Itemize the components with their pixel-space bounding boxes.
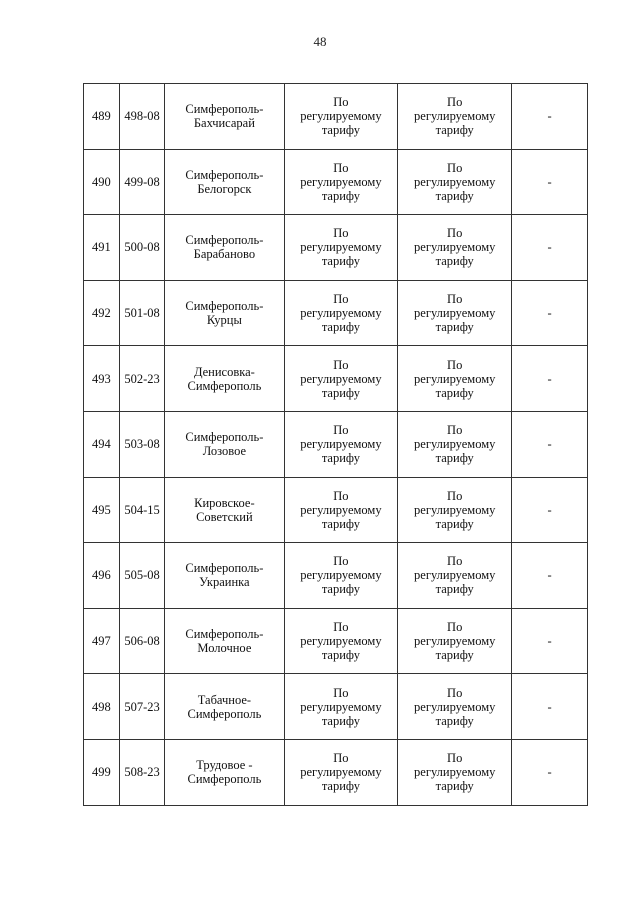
route-name-cell-text: Симферополь- [185,430,264,445]
route-registration-cell-text: 498-08 [124,109,160,124]
fare-type-cell-text: регулируемому [300,699,382,714]
fare-type-cell-text: По [333,620,349,635]
fare-type-cell-2-text: По [447,357,463,372]
fare-type-cell-text: По [333,554,349,569]
fare-type-cell-text: тарифу [321,516,360,531]
fare-type-cell-2-text: По [447,423,463,438]
route-name-cell-text: Симферополь- [185,233,264,248]
fare-type-cell-2-text: регулируемому [414,634,496,649]
fare-type-cell-text: По [333,160,349,175]
fare-type-cell [284,215,398,281]
table-row [84,543,588,609]
fare-type-cell-text: регулируемому [300,568,382,583]
row-number-cell-text: 494 [92,437,111,452]
extra-cell [512,84,588,150]
extra-cell [512,739,588,805]
fare-type-cell-2-text: регулируемому [414,109,496,124]
row-number-cell [84,608,120,674]
table-row [84,84,588,150]
fare-type-cell-2 [398,411,512,477]
route-registration-cell-text: 501-08 [124,306,160,321]
route-name-cell [165,215,284,281]
table-row [84,149,588,215]
fare-type-cell-2-text: По [447,554,463,569]
route-registration-cell [119,346,165,412]
route-registration-cell-text: 503-08 [124,437,160,452]
route-registration-cell-text: 507-23 [124,699,160,714]
fare-type-cell-2 [398,215,512,281]
fare-type-cell-2-text: По [447,226,463,241]
fare-type-cell-2-text: тарифу [435,582,474,597]
fare-type-cell-text: регулируемому [300,109,382,124]
route-registration-cell [119,280,165,346]
row-number-cell [84,674,120,740]
table-row [84,346,588,412]
fare-type-cell-2-text: тарифу [435,188,474,203]
route-registration-cell-text: 508-23 [124,765,160,780]
fare-type-cell-text: регулируемому [300,371,382,386]
row-number-cell-text: 498 [92,699,111,714]
fare-type-cell-2-text: тарифу [435,713,474,728]
fare-type-cell-text: По [333,685,349,700]
row-number-cell-text: 490 [92,174,111,189]
fare-type-cell-2-text: По [447,620,463,635]
fare-type-cell-2-text: тарифу [435,648,474,663]
fare-type-cell-2-text: По [447,95,463,110]
routes-table-body [84,84,588,806]
route-registration-cell [119,149,165,215]
fare-type-cell-text: регулируемому [300,240,382,255]
fare-type-cell-text: По [333,95,349,110]
fare-type-cell-2 [398,477,512,543]
table-row [84,608,588,674]
fare-type-cell-2 [398,543,512,609]
fare-type-cell-2-text: регулируемому [414,437,496,452]
fare-type-cell [284,739,398,805]
fare-type-cell-2-text: регулируемому [414,371,496,386]
fare-type-cell-text: По [333,751,349,766]
page-number: 48 [313,34,327,49]
row-number-cell [84,543,120,609]
extra-cell-text: - [547,174,552,189]
fare-type-cell [284,674,398,740]
row-number-cell [84,149,120,215]
fare-type-cell-2 [398,346,512,412]
extra-cell-text: - [547,306,552,321]
fare-type-cell-2-text: По [447,685,463,700]
route-name-cell-text: Украинка [199,575,250,590]
fare-type-cell-2-text: По [447,292,463,307]
route-name-cell-text: Табачное- [197,692,252,707]
route-name-cell-text: Советский [196,509,253,524]
row-number-cell [84,411,120,477]
table-row [84,477,588,543]
route-registration-cell-text: 499-08 [124,174,160,189]
fare-type-cell-text: тарифу [321,582,360,597]
table-row [84,280,588,346]
fare-type-cell-text: По [333,226,349,241]
fare-type-cell-2 [398,84,512,150]
fare-type-cell-text: тарифу [321,254,360,269]
fare-type-cell [284,346,398,412]
fare-type-cell-text: По [333,488,349,503]
route-registration-cell [119,608,165,674]
extra-cell [512,543,588,609]
fare-type-cell-2-text: регулируемому [414,502,496,517]
fare-type-cell-text: тарифу [321,385,360,400]
extra-cell-text: - [547,568,552,583]
route-name-cell [165,346,284,412]
fare-type-cell-text: регулируемому [300,306,382,321]
route-name-cell-text: Симферополь- [185,167,264,182]
route-registration-cell [119,739,165,805]
fare-type-cell-2 [398,608,512,674]
extra-cell [512,215,588,281]
fare-type-cell-text: По [333,357,349,372]
fare-type-cell-2-text: тарифу [435,779,474,794]
extra-cell-text: - [547,502,552,517]
route-name-cell-text: Симферополь- [185,102,264,117]
fare-type-cell-2-text: тарифу [435,123,474,138]
route-registration-cell [119,84,165,150]
fare-type-cell-text: тарифу [321,779,360,794]
extra-cell [512,674,588,740]
row-number-cell-text: 493 [92,371,111,386]
extra-cell-text: - [547,699,552,714]
row-number-cell [84,215,120,281]
route-name-cell-text: Симферополь- [185,561,264,576]
route-name-cell [165,608,284,674]
route-name-cell-text: Трудовое - [196,758,253,773]
fare-type-cell [284,543,398,609]
route-name-cell [165,477,284,543]
table-row [84,674,588,740]
fare-type-cell-text: регулируемому [300,634,382,649]
row-number-cell-text: 491 [92,240,111,255]
route-name-cell-text: Симферополь- [185,299,264,314]
route-name-cell [165,411,284,477]
route-name-cell-text: Белогорск [197,181,252,196]
route-name-cell [165,149,284,215]
fare-type-cell-2-text: тарифу [435,451,474,466]
row-number-cell-text: 492 [92,306,111,321]
route-registration-cell-text: 504-15 [124,502,160,517]
route-name-cell-text: Курцы [206,313,242,328]
route-name-cell-text: Симферополь [187,772,262,787]
fare-type-cell-2 [398,149,512,215]
fare-type-cell-2-text: тарифу [435,254,474,269]
fare-type-cell-2-text: По [447,160,463,175]
extra-cell [512,149,588,215]
fare-type-cell-2 [398,674,512,740]
fare-type-cell-text: регулируемому [300,174,382,189]
extra-cell-text: - [547,240,552,255]
fare-type-cell-2 [398,739,512,805]
fare-type-cell [284,411,398,477]
route-registration-cell [119,543,165,609]
table-row [84,739,588,805]
fare-type-cell-text: По [333,292,349,307]
fare-type-cell [284,280,398,346]
fare-type-cell [284,84,398,150]
route-name-cell-text: Молочное [197,641,252,656]
routes-table [83,83,588,806]
route-registration-cell [119,411,165,477]
table-row [84,215,588,281]
extra-cell-text: - [547,109,552,124]
row-number-cell-text: 495 [92,502,111,517]
route-name-cell [165,674,284,740]
route-registration-cell [119,477,165,543]
fare-type-cell-2-text: тарифу [435,385,474,400]
extra-cell [512,280,588,346]
extra-cell-text: - [547,437,552,452]
fare-type-cell [284,149,398,215]
extra-cell-text: - [547,634,552,649]
fare-type-cell-text: тарифу [321,713,360,728]
fare-type-cell [284,608,398,674]
fare-type-cell-2-text: регулируемому [414,568,496,583]
row-number-cell-text: 499 [92,765,111,780]
extra-cell [512,411,588,477]
row-number-cell [84,739,120,805]
fare-type-cell-text: регулируемому [300,765,382,780]
row-number-cell [84,346,120,412]
extra-cell-text: - [547,765,552,780]
route-name-cell [165,280,284,346]
fare-type-cell-2 [398,280,512,346]
row-number-cell [84,280,120,346]
fare-type-cell-text: По [333,423,349,438]
route-registration-cell-text: 505-08 [124,568,160,583]
row-number-cell-text: 496 [92,568,111,583]
route-name-cell [165,84,284,150]
route-name-cell [165,543,284,609]
route-registration-cell-text: 506-08 [124,634,160,649]
fare-type-cell-2-text: регулируемому [414,306,496,321]
extra-cell [512,477,588,543]
route-name-cell-text: Симферополь- [185,627,264,642]
fare-type-cell-text: тарифу [321,320,360,335]
extra-cell [512,608,588,674]
fare-type-cell-text: тарифу [321,451,360,466]
fare-type-cell-text: тарифу [321,123,360,138]
row-number-cell-text: 497 [92,634,111,649]
route-name-cell-text: Симферополь [187,706,262,721]
route-name-cell-text: Лозовое [202,444,247,459]
fare-type-cell-2-text: регулируемому [414,240,496,255]
route-name-cell-text: Бахчисарай [193,116,255,131]
route-registration-cell-text: 500-08 [124,240,160,255]
fare-type-cell-2-text: тарифу [435,320,474,335]
route-name-cell-text: Симферополь [187,378,262,393]
fare-type-cell-text: регулируемому [300,502,382,517]
fare-type-cell-text: регулируемому [300,437,382,452]
fare-type-cell-2-text: регулируемому [414,174,496,189]
fare-type-cell [284,477,398,543]
route-registration-cell [119,215,165,281]
route-registration-cell-text: 502-23 [124,371,160,386]
route-name-cell [165,739,284,805]
fare-type-cell-2-text: регулируемому [414,765,496,780]
fare-type-cell-2-text: регулируемому [414,699,496,714]
route-name-cell-text: Кировское- [194,495,255,510]
row-number-cell [84,477,120,543]
extra-cell [512,346,588,412]
row-number-cell-text: 489 [92,109,111,124]
route-name-cell-text: Денисовка- [193,364,255,379]
route-registration-cell [119,674,165,740]
fare-type-cell-2-text: По [447,488,463,503]
table-row [84,411,588,477]
fare-type-cell-2-text: тарифу [435,516,474,531]
route-name-cell-text: Барабаново [193,247,256,262]
fare-type-cell-2-text: По [447,751,463,766]
row-number-cell [84,84,120,150]
fare-type-cell-text: тарифу [321,648,360,663]
extra-cell-text: - [547,371,552,386]
fare-type-cell-text: тарифу [321,188,360,203]
